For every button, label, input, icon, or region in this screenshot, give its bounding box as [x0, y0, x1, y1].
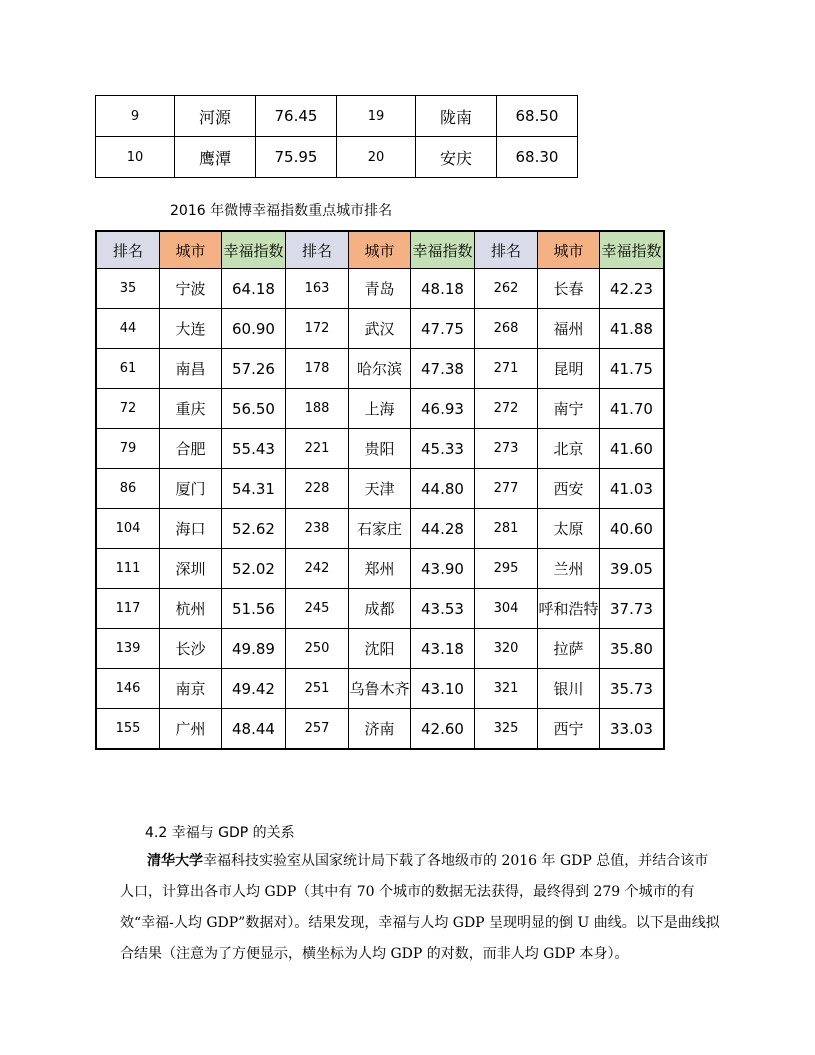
city-cell: 拉萨 [538, 629, 600, 669]
index-cell: 44.28 [411, 509, 475, 549]
index-cell: 43.10 [411, 669, 475, 709]
rank-header: 排名 [475, 231, 538, 269]
city-cell: 武汉 [349, 309, 411, 349]
city-header: 城市 [160, 231, 222, 269]
index-cell: 41.75 [600, 349, 665, 389]
city-ranking-table [95, 230, 665, 750]
rank-cell: 79 [96, 429, 160, 469]
city-cell: 沈阳 [349, 629, 411, 669]
index-cell: 41.03 [600, 469, 665, 509]
index-cell: 48.18 [411, 269, 475, 309]
rank-cell: 272 [475, 389, 538, 429]
city-cell: 南昌 [160, 349, 222, 389]
paragraph [120, 846, 720, 970]
city-cell: 贵阳 [349, 429, 411, 469]
city-cell: 厦门 [160, 469, 222, 509]
city-cell: 银川 [538, 669, 600, 709]
index-cell: 46.93 [411, 389, 475, 429]
table-row [96, 429, 664, 469]
table-row [96, 309, 664, 349]
city-cell: 长沙 [160, 629, 222, 669]
table-row [96, 709, 664, 750]
city-cell: 陇南 [416, 96, 497, 137]
rank-cell: 320 [475, 629, 538, 669]
index-cell: 54.31 [222, 469, 286, 509]
city-cell: 大连 [160, 309, 222, 349]
rank-cell: 188 [286, 389, 349, 429]
rank-cell: 304 [475, 589, 538, 629]
city-cell: 鹰潭 [175, 137, 256, 178]
index-cell: 75.95 [256, 137, 337, 178]
index-cell: 49.42 [222, 669, 286, 709]
city-cell: 兰州 [538, 549, 600, 589]
rank-cell: 277 [475, 469, 538, 509]
index-cell: 52.62 [222, 509, 286, 549]
city-cell: 乌鲁木齐 [349, 669, 411, 709]
rank-cell: 262 [475, 269, 538, 309]
city-cell: 南宁 [538, 389, 600, 429]
index-header: 幸福指数 [600, 231, 665, 269]
rank-cell: 268 [475, 309, 538, 349]
rank-cell: 325 [475, 709, 538, 750]
city-cell: 成都 [349, 589, 411, 629]
table-row [96, 389, 664, 429]
rank-cell: 163 [286, 269, 349, 309]
city-cell: 杭州 [160, 589, 222, 629]
city-cell: 呼和浩特 [538, 589, 600, 629]
rank-cell: 228 [286, 469, 349, 509]
rank-cell: 20 [337, 137, 416, 178]
rank-cell: 44 [96, 309, 160, 349]
index-cell: 76.45 [256, 96, 337, 137]
rank-cell: 245 [286, 589, 349, 629]
table-row [96, 96, 578, 137]
index-cell: 64.18 [222, 269, 286, 309]
rank-cell: 238 [286, 509, 349, 549]
rank-cell: 35 [96, 269, 160, 309]
index-cell: 44.80 [411, 469, 475, 509]
paragraph-text: 幸福科技实验室从国家统计局下载了各地级市的 2016 年 GDP 总值，并结合该市人口，计算出各市人均 GDP（其中有 70 个城市的数据无法获得，最终得到 279 个城市的有效“幸福-人均 GDP”数据对）。结果发现，幸福与人均 GDP 呈现明显的倒 U 曲线。以下是曲线拟合结果（注意为了方便显示，横坐标为人均 GDP 的对数，而非人均 GDP 本身）。 [120, 853, 720, 962]
index-cell: 47.38 [411, 349, 475, 389]
rank-cell: 111 [96, 549, 160, 589]
index-cell: 47.75 [411, 309, 475, 349]
rank-cell: 19 [337, 96, 416, 137]
rank-cell: 72 [96, 389, 160, 429]
section-title: 4.2 幸福与 GDP 的关系 [145, 825, 295, 841]
rank-cell: 242 [286, 549, 349, 589]
city-cell: 天津 [349, 469, 411, 509]
index-cell: 52.02 [222, 549, 286, 589]
top-ranking-table [95, 95, 578, 178]
city-cell: 昆明 [538, 349, 600, 389]
rank-header: 排名 [96, 231, 160, 269]
city-cell: 海口 [160, 509, 222, 549]
city-cell: 上海 [349, 389, 411, 429]
city-cell: 青岛 [349, 269, 411, 309]
rank-cell: 9 [96, 96, 175, 137]
rank-cell: 155 [96, 709, 160, 750]
rank-cell: 257 [286, 709, 349, 750]
rank-cell: 86 [96, 469, 160, 509]
index-cell: 55.43 [222, 429, 286, 469]
city-cell: 宁波 [160, 269, 222, 309]
table-caption: 2016 年微博幸福指数重点城市排名 [170, 203, 393, 219]
city-cell: 西宁 [538, 709, 600, 750]
table-row [96, 137, 578, 178]
rank-cell: 250 [286, 629, 349, 669]
city-cell: 石家庄 [349, 509, 411, 549]
table-row [96, 509, 664, 549]
table-row [96, 549, 664, 589]
rank-cell: 295 [475, 549, 538, 589]
table-row [96, 349, 664, 389]
city-cell: 济南 [349, 709, 411, 750]
city-cell: 深圳 [160, 549, 222, 589]
city-cell: 西安 [538, 469, 600, 509]
city-header: 城市 [349, 231, 411, 269]
rank-cell: 172 [286, 309, 349, 349]
rank-cell: 10 [96, 137, 175, 178]
index-cell: 68.50 [497, 96, 578, 137]
city-cell: 河源 [175, 96, 256, 137]
index-cell: 45.33 [411, 429, 475, 469]
city-cell: 南京 [160, 669, 222, 709]
city-cell: 合肥 [160, 429, 222, 469]
rank-cell: 146 [96, 669, 160, 709]
index-cell: 37.73 [600, 589, 665, 629]
city-cell: 哈尔滨 [349, 349, 411, 389]
index-cell: 43.18 [411, 629, 475, 669]
section-body [120, 846, 720, 970]
rank-cell: 104 [96, 509, 160, 549]
city-cell: 长春 [538, 269, 600, 309]
index-cell: 48.44 [222, 709, 286, 750]
table-row [96, 469, 664, 509]
index-cell: 60.90 [222, 309, 286, 349]
index-header: 幸福指数 [411, 231, 475, 269]
index-cell: 68.30 [497, 137, 578, 178]
rank-cell: 271 [475, 349, 538, 389]
table-row [96, 669, 664, 709]
index-cell: 49.89 [222, 629, 286, 669]
rank-cell: 61 [96, 349, 160, 389]
index-cell: 40.60 [600, 509, 665, 549]
index-cell: 42.60 [411, 709, 475, 750]
index-cell: 41.88 [600, 309, 665, 349]
rank-cell: 321 [475, 669, 538, 709]
rank-cell: 273 [475, 429, 538, 469]
table-row [96, 629, 664, 669]
index-cell: 33.03 [600, 709, 665, 750]
index-cell: 43.90 [411, 549, 475, 589]
index-cell: 35.73 [600, 669, 665, 709]
table-row [96, 269, 664, 309]
index-cell: 35.80 [600, 629, 665, 669]
table-row [96, 589, 664, 629]
index-cell: 57.26 [222, 349, 286, 389]
city-cell: 北京 [538, 429, 600, 469]
table-header-row [96, 231, 664, 269]
ranking-body [96, 269, 664, 750]
index-cell: 43.53 [411, 589, 475, 629]
city-cell: 重庆 [160, 389, 222, 429]
index-cell: 56.50 [222, 389, 286, 429]
rank-cell: 221 [286, 429, 349, 469]
city-header: 城市 [538, 231, 600, 269]
city-cell: 福州 [538, 309, 600, 349]
index-cell: 41.60 [600, 429, 665, 469]
index-cell: 51.56 [222, 589, 286, 629]
rank-header: 排名 [286, 231, 349, 269]
rank-cell: 251 [286, 669, 349, 709]
city-cell: 郑州 [349, 549, 411, 589]
index-cell: 39.05 [600, 549, 665, 589]
index-cell: 42.23 [600, 269, 665, 309]
index-cell: 41.70 [600, 389, 665, 429]
rank-cell: 281 [475, 509, 538, 549]
bold-lead: 清华大学 [147, 853, 203, 869]
city-cell: 安庆 [416, 137, 497, 178]
index-header: 幸福指数 [222, 231, 286, 269]
rank-cell: 139 [96, 629, 160, 669]
rank-cell: 178 [286, 349, 349, 389]
city-cell: 太原 [538, 509, 600, 549]
rank-cell: 117 [96, 589, 160, 629]
city-cell: 广州 [160, 709, 222, 750]
